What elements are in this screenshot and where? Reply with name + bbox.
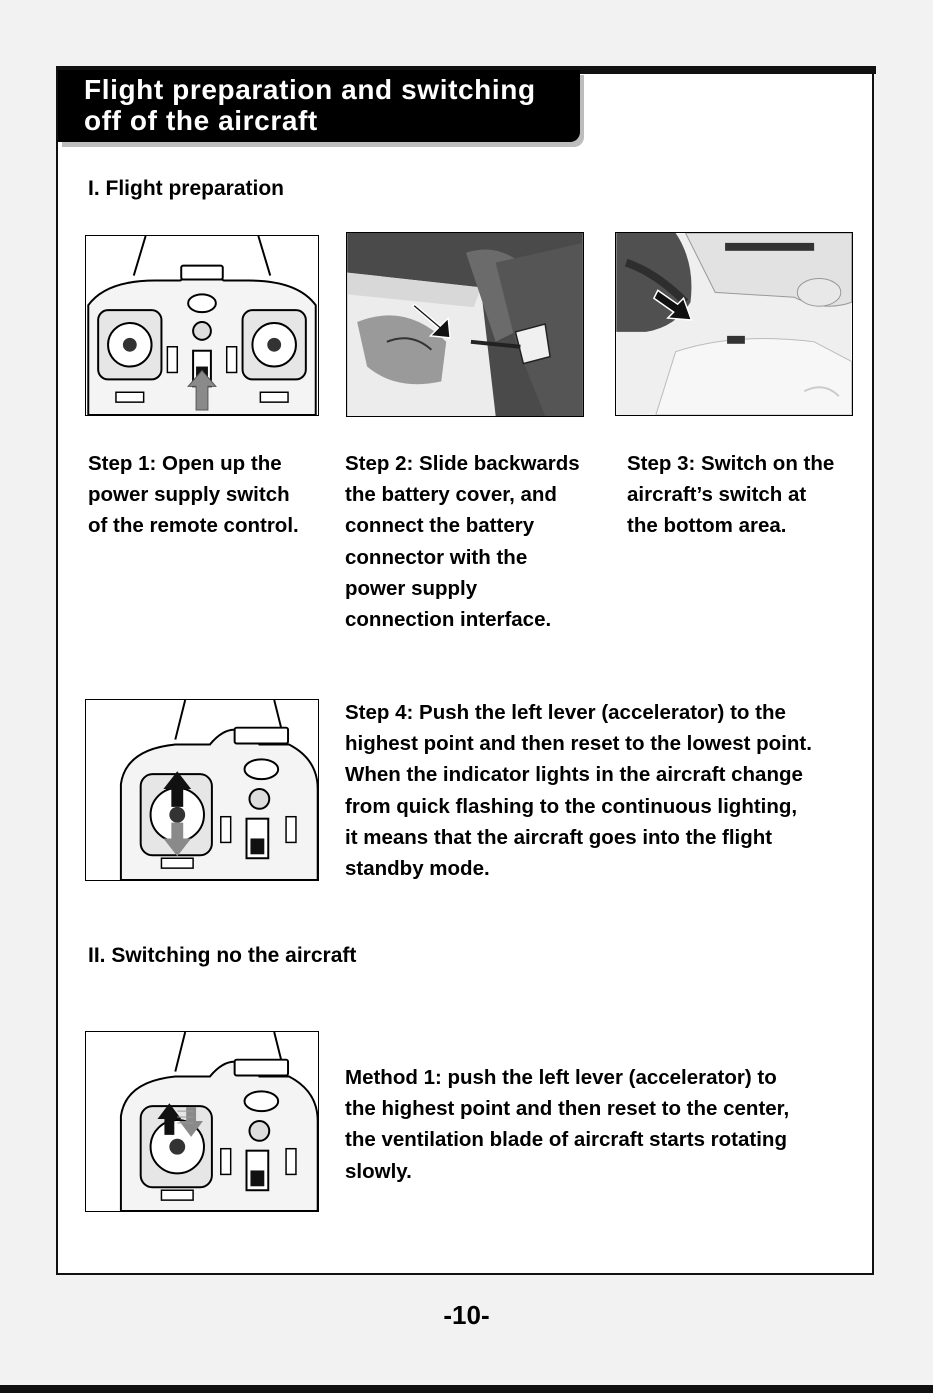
section-heading-flight-preparation: I. Flight preparation bbox=[88, 177, 285, 200]
title-line-1: Flight preparation and switching bbox=[84, 74, 536, 105]
remote-control-power-switch-icon bbox=[85, 235, 319, 416]
step-2-text bbox=[345, 448, 615, 635]
method-1-text bbox=[345, 1062, 865, 1187]
step-1-text bbox=[88, 448, 328, 542]
method-1-line: Method 1: push the left lever (accelerator) to bbox=[345, 1066, 777, 1089]
step-2-line: the battery cover, and bbox=[345, 483, 557, 507]
step-4-line: highest point and then reset to the lowest point. bbox=[345, 732, 812, 756]
step-1-line: Step 1: Open up the bbox=[88, 452, 282, 475]
method-1-line: the ventilation blade of aircraft starts rotating bbox=[345, 1128, 787, 1152]
section-heading-switching: II. Switching no the aircraft bbox=[88, 944, 357, 967]
step-4-line: from quick flashing to the continuous lighting, bbox=[345, 794, 798, 818]
left-lever-up-center-icon bbox=[85, 1031, 319, 1212]
remote-control-drawing bbox=[86, 236, 318, 415]
step-4-text bbox=[345, 697, 865, 884]
title-line-2: off of the aircraft bbox=[84, 105, 318, 136]
step-2-line: connector with the bbox=[345, 545, 528, 569]
page-bottom-edge bbox=[0, 1385, 933, 1393]
step-3-line: Step 3: Switch on the bbox=[627, 452, 835, 475]
step-2-line: power supply bbox=[345, 576, 478, 600]
step-3-line: aircraft’s switch at bbox=[627, 483, 807, 507]
battery-connector-photo-icon bbox=[346, 232, 584, 417]
aircraft-switch-photo-icon bbox=[615, 232, 853, 416]
left-lever-center-drawing bbox=[86, 1032, 318, 1211]
title-banner bbox=[58, 70, 580, 142]
method-1-line: the highest point and then reset to the center, bbox=[345, 1097, 790, 1121]
aircraft-switch-drawing bbox=[616, 233, 852, 415]
step-4-line: Step 4: Push the left lever (accelerator) to the bbox=[345, 701, 786, 724]
left-lever-drawing bbox=[86, 700, 318, 880]
step-1-line: of the remote control. bbox=[88, 514, 299, 538]
left-lever-up-down-icon bbox=[85, 699, 319, 881]
battery-connector-drawing bbox=[347, 233, 583, 416]
step-2-line: connect the battery bbox=[345, 514, 535, 538]
page-number: -10- bbox=[443, 1300, 490, 1330]
step-3-text bbox=[627, 448, 867, 542]
step-1-line: power supply switch bbox=[88, 483, 290, 507]
step-3-line: the bottom area. bbox=[627, 514, 787, 538]
step-4-line: When the indicator lights in the aircraft change bbox=[345, 763, 803, 787]
step-2-line: connection interface. bbox=[345, 608, 552, 632]
step-2-line: Step 2: Slide backwards bbox=[345, 452, 580, 475]
step-4-line: standby mode. bbox=[345, 857, 490, 881]
step-4-line: it means that the aircraft goes into the flight bbox=[345, 825, 773, 849]
method-1-line: slowly. bbox=[345, 1159, 412, 1183]
